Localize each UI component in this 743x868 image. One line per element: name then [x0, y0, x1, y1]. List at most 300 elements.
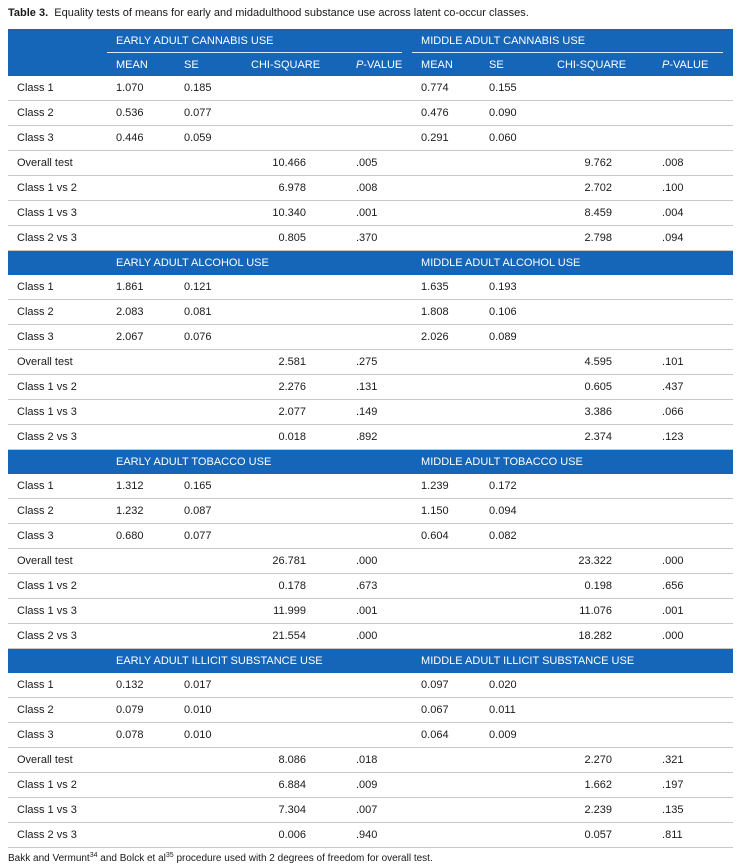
early-se-cell — [175, 400, 242, 425]
early-mean-cell: 0.078 — [107, 723, 175, 748]
middle-mean-cell: 1.150 — [412, 499, 480, 524]
table-row — [8, 673, 733, 698]
early-se-cell — [175, 798, 242, 823]
results-table-body — [8, 29, 733, 848]
early-chi-square-cell: 6.978 — [242, 176, 346, 201]
middle-p-value-cell — [652, 474, 733, 499]
early-se-cell: 0.017 — [175, 673, 242, 698]
middle-p-value-cell: .000 — [652, 624, 733, 649]
middle-chi-square-cell: 18.282 — [548, 624, 652, 649]
early-mean-cell — [107, 599, 175, 624]
early-se-cell: 0.059 — [175, 126, 242, 151]
early-chi-square-cell — [242, 300, 346, 325]
middle-chi-square-cell — [548, 101, 652, 126]
section-header-blank — [8, 29, 107, 53]
table-row — [8, 499, 733, 524]
early-se-cell — [175, 574, 242, 599]
row-label: Class 2 vs 3 — [8, 226, 107, 251]
middle-mean-cell — [412, 773, 480, 798]
middle-mean-cell — [412, 375, 480, 400]
middle-chi-square-cell: 9.762 — [548, 151, 652, 176]
middle-mean-cell — [412, 350, 480, 375]
middle-chi-square-cell: 2.798 — [548, 226, 652, 251]
middle-se-cell — [480, 624, 548, 649]
middle-chi-square-cell: 2.702 — [548, 176, 652, 201]
row-label: Class 1 — [8, 474, 107, 499]
middle-chi-square-cell — [548, 723, 652, 748]
table-row — [8, 176, 733, 201]
table-row — [8, 325, 733, 350]
table-row — [8, 101, 733, 126]
middle-se-cell — [480, 400, 548, 425]
table-caption — [8, 6, 529, 20]
early-mean-cell: 1.312 — [107, 474, 175, 499]
middle-chi-square-cell: 11.076 — [548, 599, 652, 624]
early-mean-cell: 0.536 — [107, 101, 175, 126]
early-se-cell — [175, 151, 242, 176]
footnote-text-3: procedure used with 2 degrees of freedom for overall test. — [173, 853, 433, 864]
table-row — [8, 624, 733, 649]
early-p-value-cell — [346, 300, 412, 325]
middle-se-cell — [480, 574, 548, 599]
middle-mean-cell — [412, 226, 480, 251]
section-header-blank — [8, 251, 107, 276]
early-mean-cell: 0.446 — [107, 126, 175, 151]
early-p-value-cell — [346, 275, 412, 300]
middle-p-value-cell: .437 — [652, 375, 733, 400]
middle-group-header: MIDDLE ADULT CANNABIS USE — [412, 29, 733, 53]
middle-se-cell — [480, 176, 548, 201]
middle-se-cell: 0.172 — [480, 474, 548, 499]
early-chi-square-cell — [242, 474, 346, 499]
early-mean-cell — [107, 574, 175, 599]
middle-p-value-cell — [652, 673, 733, 698]
early-mean-cell — [107, 823, 175, 848]
footnote-ref-34: 34 — [89, 852, 98, 859]
middle-mean-cell — [412, 549, 480, 574]
middle-se-header: SE — [480, 53, 548, 76]
early-p-value-cell — [346, 499, 412, 524]
early-mean-cell: 0.079 — [107, 698, 175, 723]
row-label: Class 2 vs 3 — [8, 624, 107, 649]
table-row — [8, 375, 733, 400]
middle-mean-cell: 0.476 — [412, 101, 480, 126]
early-p-value-cell: .000 — [346, 624, 412, 649]
row-label: Class 3 — [8, 723, 107, 748]
middle-mean-cell: 0.774 — [412, 76, 480, 101]
table-row — [8, 823, 733, 848]
early-p-value-cell: .370 — [346, 226, 412, 251]
middle-chi-square-cell — [548, 698, 652, 723]
early-se-header: SE — [175, 53, 242, 76]
row-label: Overall test — [8, 549, 107, 574]
early-p-value-cell: .131 — [346, 375, 412, 400]
row-label: Class 2 — [8, 698, 107, 723]
early-p-value-cell: .149 — [346, 400, 412, 425]
middle-mean-header: MEAN — [412, 53, 480, 76]
early-se-cell — [175, 773, 242, 798]
early-p-suffix: -VALUE — [363, 58, 403, 71]
middle-mean-cell: 0.291 — [412, 126, 480, 151]
middle-mean-cell: 1.635 — [412, 275, 480, 300]
early-p-value-cell — [346, 325, 412, 350]
middle-se-cell — [480, 773, 548, 798]
early-mean-cell — [107, 748, 175, 773]
early-p-value-cell — [346, 698, 412, 723]
middle-p-value-cell — [652, 723, 733, 748]
early-chi-square-cell — [242, 723, 346, 748]
early-mean-cell — [107, 201, 175, 226]
early-chi-square-cell: 0.006 — [242, 823, 346, 848]
row-label: Overall test — [8, 151, 107, 176]
middle-p-value-cell: .123 — [652, 425, 733, 450]
middle-mean-cell — [412, 176, 480, 201]
early-mean-cell — [107, 226, 175, 251]
early-se-cell — [175, 226, 242, 251]
early-se-cell: 0.076 — [175, 325, 242, 350]
early-mean-cell: 0.132 — [107, 673, 175, 698]
middle-se-cell — [480, 823, 548, 848]
early-p-value-cell: .007 — [346, 798, 412, 823]
middle-se-cell: 0.011 — [480, 698, 548, 723]
table-row — [8, 723, 733, 748]
early-se-cell: 0.077 — [175, 101, 242, 126]
middle-chi-square-cell: 0.057 — [548, 823, 652, 848]
section-header-row — [8, 29, 733, 53]
table-row — [8, 300, 733, 325]
middle-p-value-cell — [652, 275, 733, 300]
early-p-value-cell: .001 — [346, 599, 412, 624]
middle-se-cell — [480, 425, 548, 450]
middle-se-cell: 0.155 — [480, 76, 548, 101]
early-p-value-header — [346, 53, 412, 76]
early-p-value-cell: .275 — [346, 350, 412, 375]
early-se-cell — [175, 823, 242, 848]
middle-p-value-cell: .101 — [652, 350, 733, 375]
early-mean-cell — [107, 773, 175, 798]
early-chi-square-cell — [242, 275, 346, 300]
early-mean-cell: 2.067 — [107, 325, 175, 350]
middle-p-value-cell: .001 — [652, 599, 733, 624]
middle-se-cell: 0.060 — [480, 126, 548, 151]
early-se-cell: 0.010 — [175, 698, 242, 723]
row-label: Class 1 vs 2 — [8, 176, 107, 201]
row-label: Class 1 vs 3 — [8, 798, 107, 823]
early-p-value-cell — [346, 474, 412, 499]
middle-se-cell: 0.082 — [480, 524, 548, 549]
section-header-blank — [8, 450, 107, 475]
early-group-header: EARLY ADULT ILLICIT SUBSTANCE USE — [107, 649, 412, 674]
footnote-text-2: and Bolck et al — [97, 853, 166, 864]
middle-mean-cell — [412, 574, 480, 599]
middle-p-value-cell: .656 — [652, 574, 733, 599]
middle-mean-cell: 0.604 — [412, 524, 480, 549]
table-row — [8, 151, 733, 176]
middle-se-cell: 0.090 — [480, 101, 548, 126]
early-p-value-cell — [346, 723, 412, 748]
early-mean-cell: 1.070 — [107, 76, 175, 101]
early-se-cell — [175, 425, 242, 450]
middle-chi-square-cell: 3.386 — [548, 400, 652, 425]
middle-chi-square-cell — [548, 325, 652, 350]
early-se-cell: 0.087 — [175, 499, 242, 524]
early-p-value-cell: .018 — [346, 748, 412, 773]
table-row — [8, 226, 733, 251]
middle-chi-square-cell: 23.322 — [548, 549, 652, 574]
early-se-cell — [175, 176, 242, 201]
early-p-value-cell: .892 — [346, 425, 412, 450]
middle-mean-cell — [412, 400, 480, 425]
middle-se-cell: 0.020 — [480, 673, 548, 698]
row-label: Class 2 vs 3 — [8, 425, 107, 450]
middle-se-cell: 0.193 — [480, 275, 548, 300]
early-group-header: EARLY ADULT TOBACCO USE — [107, 450, 412, 475]
middle-se-cell — [480, 549, 548, 574]
section-header-row — [8, 251, 733, 276]
middle-group-header: MIDDLE ADULT ALCOHOL USE — [412, 251, 733, 276]
row-label: Class 3 — [8, 126, 107, 151]
middle-p-value-cell: .100 — [652, 176, 733, 201]
middle-mean-cell — [412, 599, 480, 624]
column-header-blank — [8, 53, 107, 76]
middle-p-value-cell — [652, 126, 733, 151]
middle-chi-square-cell: 0.605 — [548, 375, 652, 400]
middle-p-value-cell: .135 — [652, 798, 733, 823]
early-chi-square-cell: 0.178 — [242, 574, 346, 599]
row-label: Class 2 — [8, 300, 107, 325]
row-label: Class 1 vs 3 — [8, 400, 107, 425]
middle-p-value-cell — [652, 524, 733, 549]
early-chi-square-cell — [242, 76, 346, 101]
early-mean-cell — [107, 176, 175, 201]
early-se-cell — [175, 599, 242, 624]
early-chi-square-cell — [242, 698, 346, 723]
early-se-cell — [175, 350, 242, 375]
early-chi-square-cell — [242, 524, 346, 549]
middle-p-value-cell: .008 — [652, 151, 733, 176]
table-row — [8, 574, 733, 599]
table-row — [8, 474, 733, 499]
table-row — [8, 425, 733, 450]
early-se-cell — [175, 549, 242, 574]
early-se-cell: 0.010 — [175, 723, 242, 748]
early-se-cell — [175, 624, 242, 649]
row-label: Class 2 — [8, 499, 107, 524]
middle-chi-square-cell: 2.374 — [548, 425, 652, 450]
middle-p-value-cell — [652, 300, 733, 325]
middle-se-cell — [480, 350, 548, 375]
early-chi-square-cell: 11.999 — [242, 599, 346, 624]
early-chi-header: CHI-SQUARE — [242, 53, 346, 76]
row-label: Class 1 vs 2 — [8, 773, 107, 798]
middle-mean-cell — [412, 151, 480, 176]
middle-group-header: MIDDLE ADULT ILLICIT SUBSTANCE USE — [412, 649, 733, 674]
early-mean-header: MEAN — [107, 53, 175, 76]
middle-chi-square-cell: 8.459 — [548, 201, 652, 226]
row-label: Class 3 — [8, 325, 107, 350]
middle-p-value-cell — [652, 499, 733, 524]
middle-mean-cell: 1.808 — [412, 300, 480, 325]
early-chi-square-cell: 2.276 — [242, 375, 346, 400]
middle-chi-square-cell — [548, 524, 652, 549]
table-row — [8, 798, 733, 823]
middle-se-cell — [480, 375, 548, 400]
middle-p-value-cell: .066 — [652, 400, 733, 425]
early-chi-square-cell: 10.340 — [242, 201, 346, 226]
early-mean-cell — [107, 400, 175, 425]
early-mean-cell — [107, 375, 175, 400]
middle-se-cell: 0.009 — [480, 723, 548, 748]
early-p-value-cell — [346, 524, 412, 549]
row-label: Class 2 vs 3 — [8, 823, 107, 848]
early-chi-square-cell: 21.554 — [242, 624, 346, 649]
early-mean-cell: 1.232 — [107, 499, 175, 524]
middle-mean-cell — [412, 823, 480, 848]
early-chi-square-cell — [242, 126, 346, 151]
middle-p-value-cell — [652, 76, 733, 101]
row-label: Class 1 vs 2 — [8, 375, 107, 400]
early-p-value-cell: .009 — [346, 773, 412, 798]
middle-chi-square-cell — [548, 474, 652, 499]
early-group-header: EARLY ADULT ALCOHOL USE — [107, 251, 412, 276]
early-se-cell: 0.121 — [175, 275, 242, 300]
early-p-value-cell: .005 — [346, 151, 412, 176]
early-p-value-cell — [346, 76, 412, 101]
middle-chi-square-cell — [548, 673, 652, 698]
early-se-cell: 0.185 — [175, 76, 242, 101]
early-chi-square-cell: 6.884 — [242, 773, 346, 798]
early-se-cell: 0.081 — [175, 300, 242, 325]
middle-p-value-cell — [652, 101, 733, 126]
middle-se-cell: 0.094 — [480, 499, 548, 524]
row-label: Class 1 — [8, 76, 107, 101]
table-row — [8, 549, 733, 574]
footnote-text-1: Bakk and Vermunt — [8, 853, 90, 864]
row-label: Class 2 — [8, 101, 107, 126]
row-label: Class 1 vs 2 — [8, 574, 107, 599]
middle-p-value-cell: .004 — [652, 201, 733, 226]
early-chi-square-cell: 2.077 — [242, 400, 346, 425]
early-p-value-cell: .001 — [346, 201, 412, 226]
early-chi-square-cell: 10.466 — [242, 151, 346, 176]
row-label: Class 1 — [8, 275, 107, 300]
footnote-ref-35: 35 — [165, 852, 174, 859]
row-label: Class 1 — [8, 673, 107, 698]
row-label: Class 1 vs 3 — [8, 599, 107, 624]
early-mean-cell — [107, 798, 175, 823]
middle-chi-square-cell — [548, 275, 652, 300]
early-mean-cell: 1.861 — [107, 275, 175, 300]
middle-p-suffix: -VALUE — [669, 58, 709, 71]
early-chi-square-cell: 0.805 — [242, 226, 346, 251]
middle-se-cell — [480, 226, 548, 251]
early-p-value-cell: .940 — [346, 823, 412, 848]
early-chi-square-cell: 2.581 — [242, 350, 346, 375]
middle-chi-square-cell — [548, 499, 652, 524]
table-footnote — [8, 849, 433, 865]
middle-mean-cell: 0.064 — [412, 723, 480, 748]
results-table — [8, 29, 733, 848]
middle-chi-square-cell — [548, 300, 652, 325]
early-p-value-cell: .673 — [346, 574, 412, 599]
early-chi-square-cell: 8.086 — [242, 748, 346, 773]
table-row — [8, 275, 733, 300]
middle-p-letter: P — [662, 58, 670, 71]
middle-mean-cell — [412, 425, 480, 450]
middle-mean-cell — [412, 798, 480, 823]
table-caption-label: Table 3. — [8, 7, 49, 19]
middle-chi-header: CHI-SQUARE — [548, 53, 652, 76]
middle-chi-square-cell: 2.270 — [548, 748, 652, 773]
table-row — [8, 524, 733, 549]
middle-se-cell: 0.089 — [480, 325, 548, 350]
table-caption-text: Equality tests of means for early and midadulthood substance use across latent co-occur classes. — [54, 7, 529, 19]
section-header-blank — [8, 649, 107, 674]
middle-mean-cell — [412, 748, 480, 773]
middle-chi-square-cell — [548, 126, 652, 151]
early-se-cell: 0.077 — [175, 524, 242, 549]
middle-mean-cell: 0.067 — [412, 698, 480, 723]
middle-se-cell — [480, 798, 548, 823]
early-mean-cell: 2.083 — [107, 300, 175, 325]
early-mean-cell — [107, 425, 175, 450]
row-label: Class 1 vs 3 — [8, 201, 107, 226]
early-p-letter: P — [356, 58, 364, 71]
table-row — [8, 76, 733, 101]
early-se-cell — [175, 201, 242, 226]
middle-chi-square-cell — [548, 76, 652, 101]
middle-mean-cell: 0.097 — [412, 673, 480, 698]
early-se-cell: 0.165 — [175, 474, 242, 499]
early-chi-square-cell — [242, 325, 346, 350]
table-row — [8, 350, 733, 375]
middle-p-value-cell — [652, 698, 733, 723]
section-header-row — [8, 450, 733, 475]
early-chi-square-cell — [242, 673, 346, 698]
early-se-cell — [175, 748, 242, 773]
table-row — [8, 201, 733, 226]
middle-chi-square-cell: 1.662 — [548, 773, 652, 798]
table-row — [8, 748, 733, 773]
early-mean-cell — [107, 549, 175, 574]
middle-p-value-cell: .197 — [652, 773, 733, 798]
early-mean-cell — [107, 151, 175, 176]
middle-p-value-cell: .000 — [652, 549, 733, 574]
early-p-value-cell — [346, 126, 412, 151]
middle-p-value-cell: .094 — [652, 226, 733, 251]
section-header-row — [8, 649, 733, 674]
early-p-value-cell: .008 — [346, 176, 412, 201]
middle-mean-cell — [412, 624, 480, 649]
middle-chi-square-cell: 0.198 — [548, 574, 652, 599]
early-mean-cell — [107, 350, 175, 375]
table-row — [8, 126, 733, 151]
middle-mean-cell: 1.239 — [412, 474, 480, 499]
early-chi-square-cell: 7.304 — [242, 798, 346, 823]
row-label: Overall test — [8, 350, 107, 375]
middle-p-value-cell: .321 — [652, 748, 733, 773]
early-chi-square-cell — [242, 101, 346, 126]
middle-mean-cell — [412, 201, 480, 226]
early-chi-square-cell: 0.018 — [242, 425, 346, 450]
row-label: Overall test — [8, 748, 107, 773]
middle-group-header: MIDDLE ADULT TOBACCO USE — [412, 450, 733, 475]
column-header-row — [8, 53, 733, 76]
middle-p-value-cell — [652, 325, 733, 350]
middle-se-cell — [480, 151, 548, 176]
middle-mean-cell: 2.026 — [412, 325, 480, 350]
middle-se-cell: 0.106 — [480, 300, 548, 325]
